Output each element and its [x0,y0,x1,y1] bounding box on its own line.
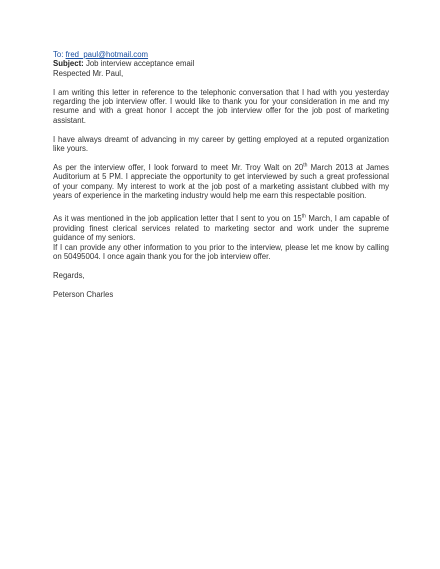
ordinal-suffix: th [303,162,308,169]
salutation: Respected Mr. Paul, [53,68,124,78]
ordinal-suffix: th [301,213,306,220]
paragraph-3-part-b: March 2013 at James Auditorium at 5 PM. I appreciate the opportunity to get interviewed by such a great professional of your company. My interest to work at the job post of a marketing assistant clubbed with my years of experience in the marketing industry would help me earn this respectable position. [53,162,389,201]
subject-line [53,59,389,68]
paragraph-4 [53,214,389,242]
closing-regards: Regards, [53,270,85,280]
to-label: To: [53,50,64,59]
paragraph-5: If I can provide any other information to you prior to the interview, please let me know by calling on 50495004. I once again thank you for the job interview offer. [53,242,389,262]
paragraph-4-part-b: March, I am capable of providing finest clerical services related to marketing sector and work under the supreme guidance of my seniors. [53,214,389,243]
paragraph-3-part-a: As per the interview offer, I look forward to meet Mr. Troy Walt on 20 [53,162,304,172]
letter-body [53,50,389,299]
paragraph-1: I am writing this letter in reference to the telephonic conversation that I had with you yesterday regarding the job interview offer. I would like to thank you for your consideration in me and my resume and with a great honor I accept the job interview offer for the job post of marketing assistant. [53,87,389,125]
paragraph-2: I have always dreamt of advancing in my career by getting employed at a reputed organization like yours. [53,134,389,154]
signature-name: Peterson Charles [53,289,114,299]
paragraph-3 [53,163,389,201]
paragraph-4-part-a: As it was mentioned in the job application letter that I sent to you on 15 [53,214,302,224]
to-line [53,50,389,59]
subject-text: Job interview acceptance email [85,59,195,69]
recipient-email-link[interactable]: fred_paul@hotmail.com [65,50,149,59]
subject-label: Subject: [53,59,84,69]
